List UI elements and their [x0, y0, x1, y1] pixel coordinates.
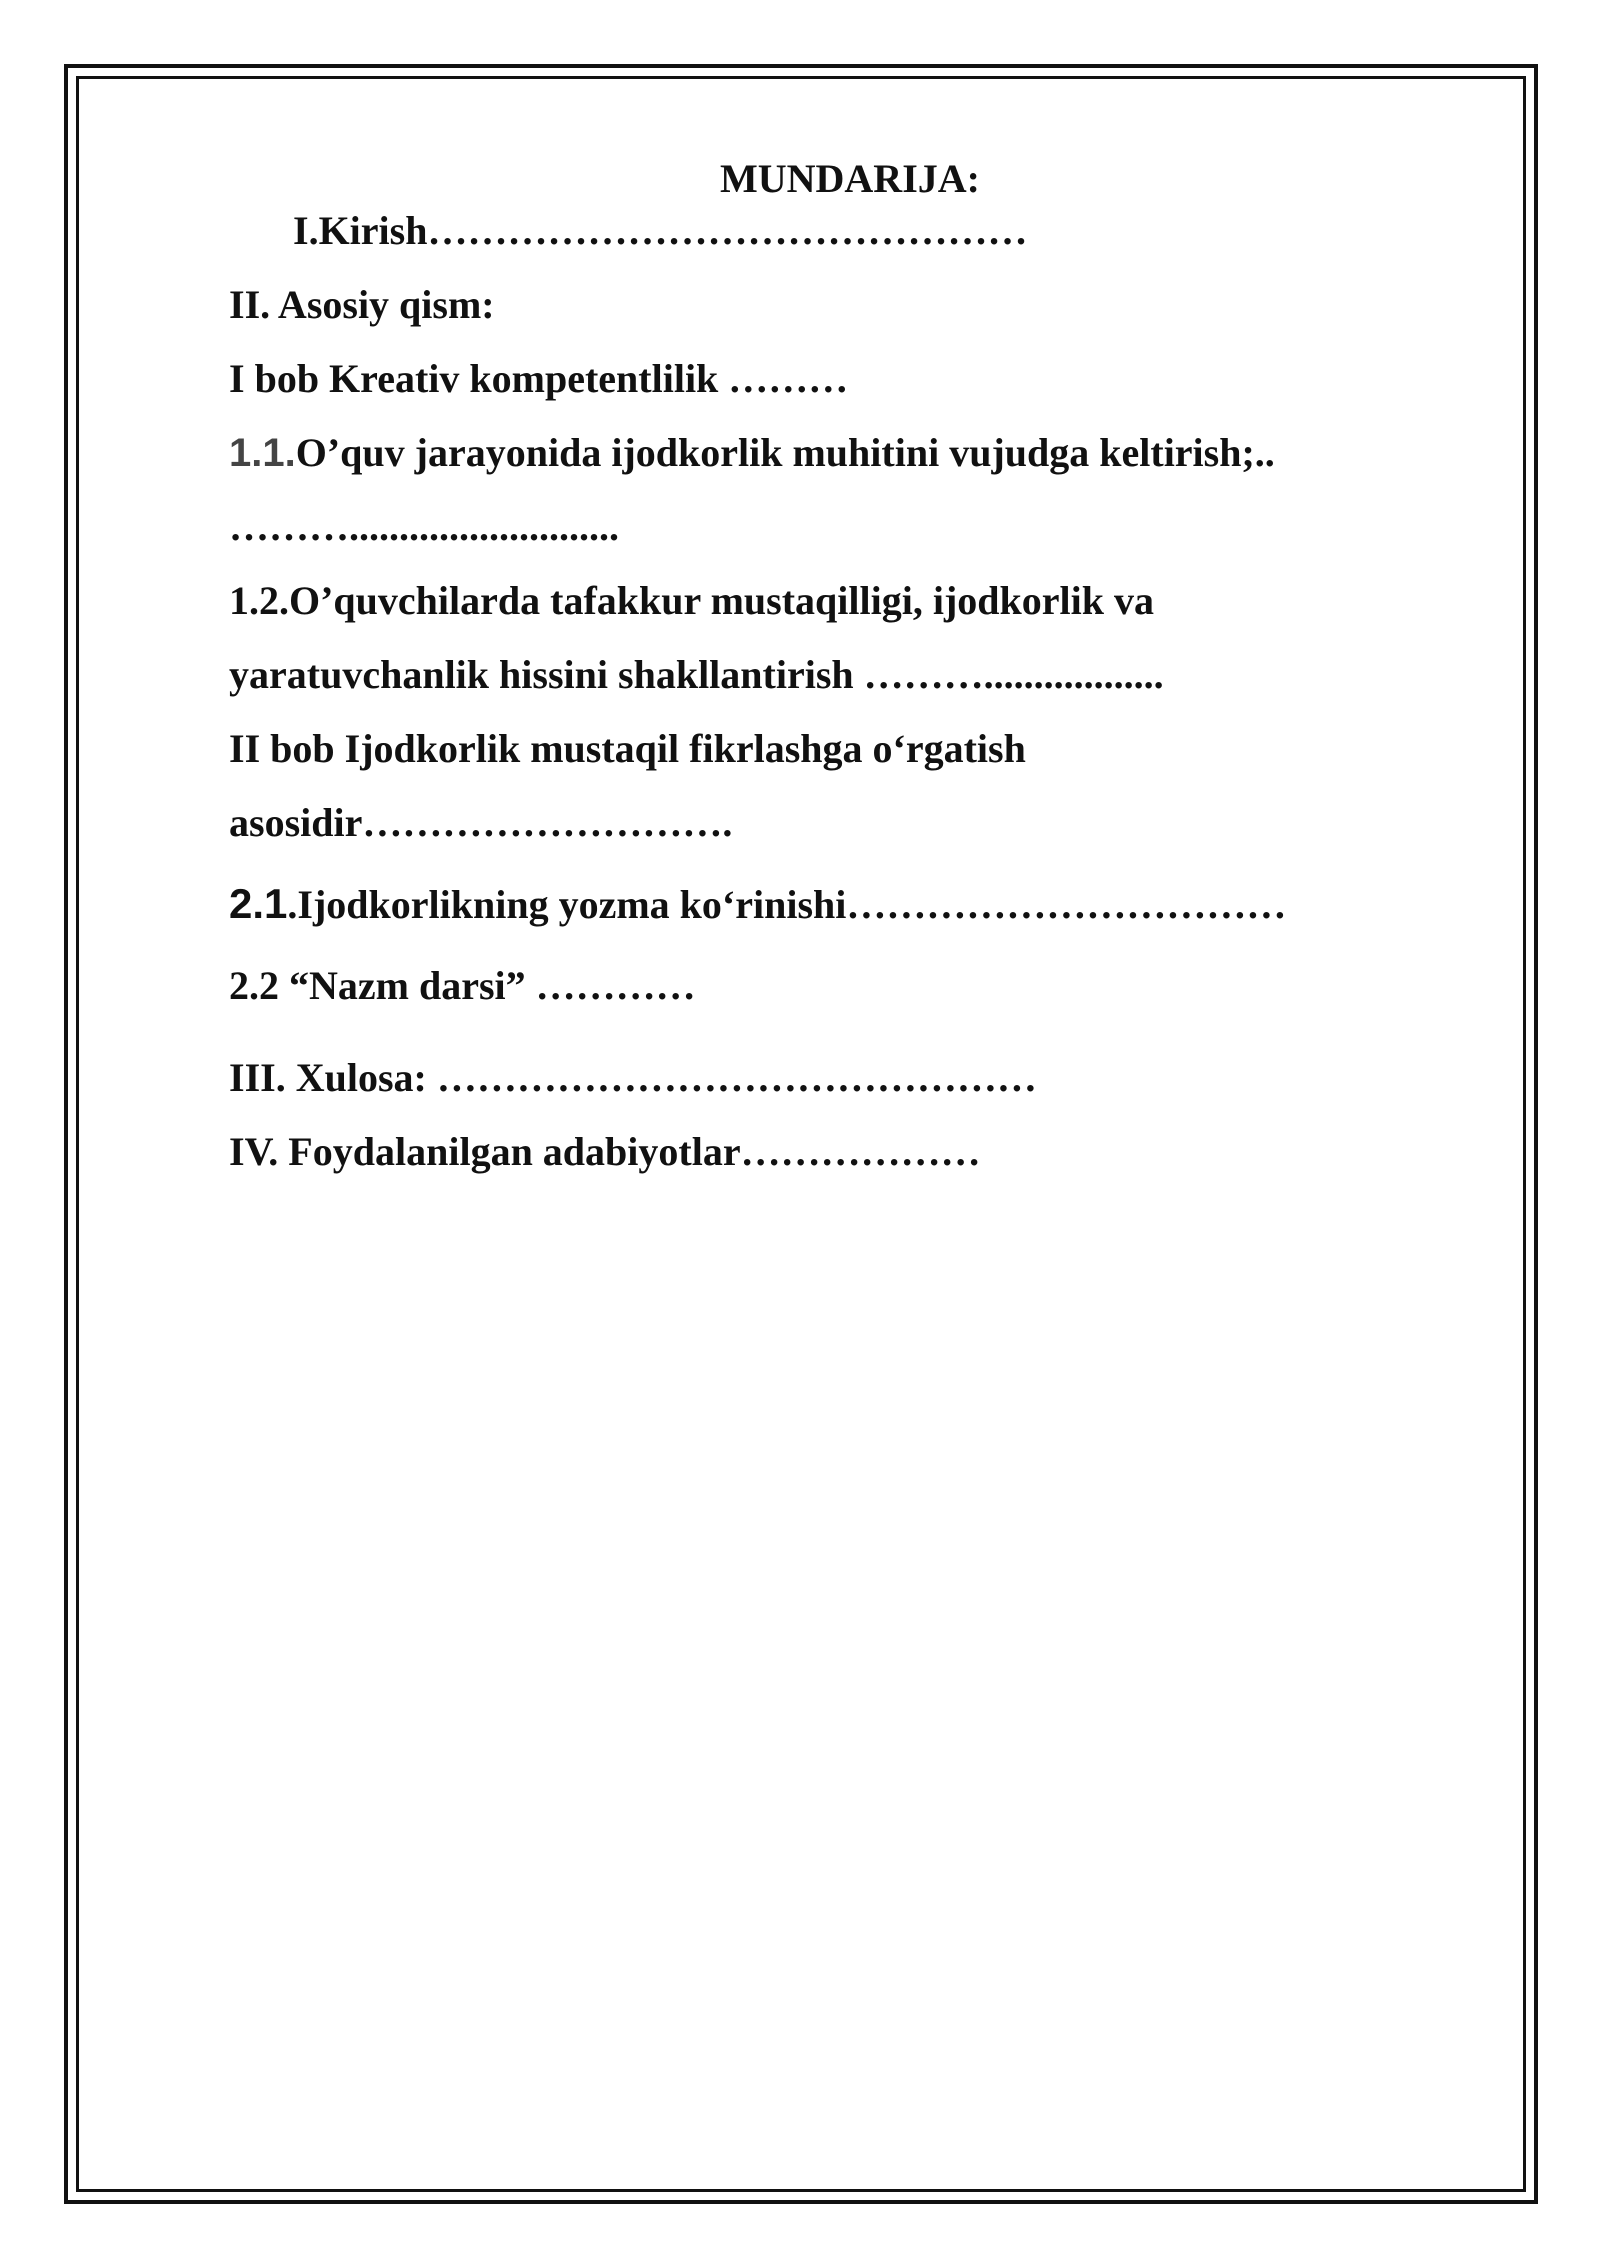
toc-item-asosiy-qism: II. Asosiy qism:	[229, 282, 495, 327]
toc-item-2-2: 2.2 “Nazm darsi” …………	[229, 963, 696, 1008]
toc-title: MUNDARIJA:	[720, 156, 980, 201]
toc-item-2-1-text: .Ijodkorlikning yozma ko‘rinishi……………………………	[287, 882, 1287, 927]
toc-item-2-1	[229, 880, 1286, 929]
toc-item-1-1-text: O’quv jarayonida ijodkorlik muhitini vujudga keltirish;..	[295, 430, 1275, 475]
toc-item-xulosa: III. Xulosa: ………………………………………	[229, 1055, 1037, 1100]
toc-item-chapter-2-cont: asosidir……………………….	[229, 800, 733, 845]
toc-item-adabiyotlar: IV. Foydalanilgan adabiyotlar………………	[229, 1129, 981, 1174]
toc-item-1-2-cont: yaratuvchanlik hissini shakllantirish ………..................	[229, 652, 1164, 697]
toc-item-1-2: 1.2.O’quvchilarda tafakkur mustaqilligi, ijodkorlik va	[229, 578, 1154, 623]
toc-item-chapter-2: II bob Ijodkorlik mustaqil fikrlashga o‘rgatish	[229, 726, 1026, 771]
toc-item-1-1-leader: ………...........................	[229, 504, 619, 549]
toc-item-kirish: I.Kirish………………………………………	[293, 208, 1028, 253]
toc-item-chapter-1: I bob Kreativ kompetentlilik ………	[229, 356, 849, 401]
toc-item-1-1-number: 1.1.	[229, 431, 296, 475]
toc-item-2-1-number: 2.1	[229, 880, 288, 927]
toc-item-1-1	[229, 429, 1275, 477]
